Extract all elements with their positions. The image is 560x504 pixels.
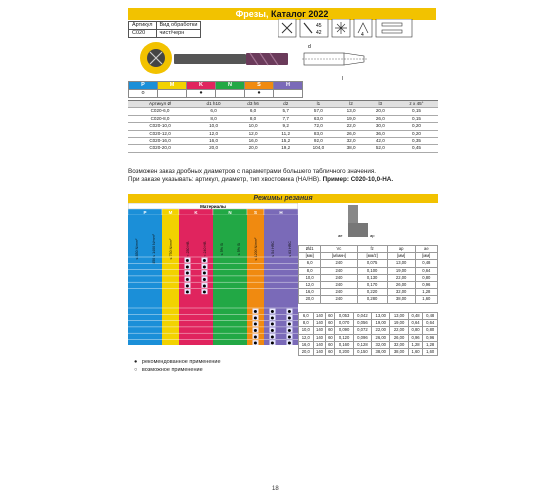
materials-grid-svg — [128, 203, 298, 345]
table-row — [299, 341, 438, 348]
group-label-N: N — [228, 209, 232, 215]
dims-cell: 52,0 — [366, 145, 395, 152]
cut-cell: 0,053 — [335, 313, 353, 320]
dims-cell: 0,20 — [395, 130, 438, 137]
dims-cell: C020-20,0 — [128, 145, 192, 152]
dims-cell: 12,0 — [192, 130, 235, 137]
dims-header: l3 — [366, 101, 395, 108]
article-col1-header: Артикул — [129, 22, 157, 30]
recommended-mark: ● — [185, 282, 190, 288]
group-label-P: P — [143, 209, 147, 215]
dims-cell: 11,2 — [271, 130, 300, 137]
recommended-mark: ● — [253, 327, 258, 333]
cut-col-header: ap — [387, 246, 415, 253]
cut-cell: 32,00 — [387, 289, 415, 296]
dims-cell: 26,0 — [366, 115, 395, 122]
cut-cell: 26,00 — [387, 282, 415, 289]
cut-cell: 140 — [313, 320, 326, 327]
dims-cell: C020-12,0 — [128, 130, 192, 137]
cut-cell: 20,0 — [299, 296, 321, 303]
dims-cell: 104,0 — [300, 145, 336, 152]
recommended-mark: ● — [270, 340, 275, 345]
cut-cell: 8,0 — [299, 267, 321, 274]
table-row — [299, 267, 438, 274]
dims-cell: 63,0 — [300, 115, 336, 122]
group-label-K: K — [194, 209, 198, 215]
cut-cell: 0,096 — [353, 334, 371, 341]
page-number: 18 — [272, 486, 279, 492]
dims-cell: 8,0 — [192, 115, 235, 122]
dims-cell: 83,0 — [300, 130, 336, 137]
recommended-mark: ● — [185, 263, 190, 269]
cut-cell: 19,00 — [387, 267, 415, 274]
cut-cell: 38,00 — [387, 296, 415, 303]
dims-cell: 5,7 — [271, 108, 300, 115]
dims-cell: 10,0 — [235, 123, 271, 130]
legend-item-possible — [134, 367, 203, 373]
dims-cell: 0,20 — [395, 123, 438, 130]
dims-cell: 22,0 — [336, 123, 365, 130]
dims-cell: C020-8,0 — [128, 115, 192, 122]
cut-cell: 140 — [313, 313, 326, 320]
header-title-black: Каталог 2022 — [270, 9, 329, 19]
article-col2-value: чист/черн — [156, 30, 201, 38]
material-label-S: S — [245, 82, 274, 90]
cut-cell: 32,00 — [372, 341, 390, 348]
dims-cell: 42,0 — [366, 138, 395, 145]
material-mark: o — [129, 90, 158, 98]
cut-cell: 22,00 — [372, 327, 390, 334]
recommended-mark: ● — [185, 289, 190, 295]
cut-cell: 0,80 — [423, 327, 438, 334]
cut-cell: 19,00 — [372, 320, 390, 327]
dims-cell: 19,0 — [336, 115, 365, 122]
svg-text:l: l — [342, 76, 344, 82]
material-mark — [216, 90, 245, 98]
dimensions-table — [128, 100, 438, 153]
note-line2-text: При заказе указывать: артикул, диаметр, тип хвостовика (HA/HB). — [128, 176, 321, 183]
cut-cell: 240 — [321, 267, 357, 274]
material-sub-label: ≤ 63 HRC — [288, 241, 292, 257]
tool-shank — [174, 54, 246, 64]
recommended-mark: ● — [287, 333, 292, 339]
table-row — [299, 282, 438, 289]
recommended-mark: ● — [202, 263, 207, 269]
dims-header: z x 45° — [395, 101, 438, 108]
cut-cell: 60 — [326, 313, 335, 320]
cut-cell: 0,48 — [408, 313, 423, 320]
cut-cell: 0,170 — [357, 282, 387, 289]
recommended-mark: ● — [202, 276, 207, 282]
dims-header: d3 h6 — [235, 101, 271, 108]
dims-cell: 9,2 — [271, 123, 300, 130]
dims-cell: 10,0 — [192, 123, 235, 130]
cut-cell: 0,64 — [415, 267, 437, 274]
dims-cell: 0,15 — [395, 115, 438, 122]
header-title-white: Фрезы, — [235, 9, 269, 19]
dims-cell: 0,35 — [395, 138, 438, 145]
table-row — [299, 289, 438, 296]
table-row — [128, 123, 438, 130]
cut-cell: 0,130 — [357, 274, 387, 281]
cut-cell: 32,00 — [390, 341, 408, 348]
svg-text:ap: ap — [370, 233, 375, 238]
note-line2 — [128, 176, 448, 184]
dims-cell: C020-6,0 — [128, 108, 192, 115]
flutes-text: 4 — [361, 32, 364, 38]
cut-cell: 0,200 — [335, 349, 353, 356]
cut-cell: 38,00 — [390, 349, 408, 356]
milling-diagram-svg — [298, 203, 438, 243]
cut-col-unit: [мм/z] — [357, 253, 387, 260]
material-mark: ● — [245, 90, 274, 98]
cut-cell: 16,0 — [299, 289, 321, 296]
material-sub-label: 850 ≤ 1400 N/mm² — [152, 234, 156, 264]
group-label-S: S — [253, 209, 258, 215]
recommended-mark: ● — [202, 282, 207, 288]
cut-cell: 16,0 — [299, 341, 314, 348]
dims-cell: C020-10,0 — [128, 123, 192, 130]
cut-col-unit: [мм] — [299, 253, 321, 260]
cut-cell: 1,28 — [408, 341, 423, 348]
tool-drawing — [132, 36, 372, 82]
cut-cell: 0,160 — [335, 341, 353, 348]
recommended-mark: ● — [185, 257, 190, 263]
dims-cell: 0,45 — [395, 145, 438, 152]
cut-cell: 1,28 — [415, 289, 437, 296]
cut-cell: 1,28 — [423, 341, 438, 348]
cut-cell: 1,60 — [415, 296, 437, 303]
cut-cell: 0,80 — [415, 274, 437, 281]
cut-cell: 0,64 — [408, 320, 423, 327]
recommended-mark: ● — [287, 308, 292, 314]
cut-cell: 60 — [326, 341, 335, 348]
dims-cell: 16,0 — [235, 138, 271, 145]
table-row — [299, 334, 438, 341]
cut-cell: 0,128 — [353, 341, 371, 348]
dims-cell: 20,0 — [366, 108, 395, 115]
cut-cell: 13,00 — [390, 313, 408, 320]
cutting-params-table — [298, 245, 438, 304]
angle1-text: 45 — [316, 23, 322, 29]
cut-cell: 0,100 — [357, 267, 387, 274]
cut-cell: 1,60 — [408, 349, 423, 356]
cut-cell: 240 — [321, 260, 357, 267]
dims-cell: 38,0 — [336, 145, 365, 152]
table-row — [128, 145, 438, 152]
material-column — [128, 215, 145, 345]
cut-cell: 22,00 — [387, 274, 415, 281]
group-label-M: M — [168, 209, 173, 215]
angle2-text: 42 — [316, 30, 322, 36]
cut-cell: 38,00 — [372, 349, 390, 356]
cut-cell: 26,00 — [390, 334, 408, 341]
material-sub-label: ≤ 850 N/mm² — [135, 238, 139, 260]
cut-cell: 0,056 — [353, 320, 371, 327]
end-mill-svg — [132, 36, 372, 82]
cut-cell: 0,280 — [357, 296, 387, 303]
article-col1-value: C020 — [129, 30, 157, 38]
table-row — [299, 320, 438, 327]
note-line1: Возможен заказ дробных диаметров с параметрами большего табличного значения. — [128, 168, 377, 175]
recommended-mark: ● — [270, 308, 275, 314]
table-row — [299, 260, 438, 267]
recommended-mark: ● — [287, 314, 292, 320]
materials-label: Материалы — [200, 203, 226, 209]
helix-angle-icon — [300, 19, 328, 37]
cut-cell: 12,0 — [299, 282, 321, 289]
dims-cell: 7,7 — [271, 115, 300, 122]
dims-cell: 0,15 — [395, 108, 438, 115]
cut-cell: 12,0 — [299, 334, 314, 341]
cut-cell: 0,64 — [423, 320, 438, 327]
dims-cell: 13,0 — [336, 108, 365, 115]
cut-cell: 240 — [321, 289, 357, 296]
material-sub-label: ≤ 54 HRC — [271, 241, 275, 257]
material-label-P: P — [129, 82, 158, 90]
cut-cell: 60 — [326, 334, 335, 341]
table-row — [299, 296, 438, 303]
legend-item-recommended — [134, 359, 221, 365]
table-row — [299, 274, 438, 281]
recommended-mark: ● — [253, 321, 258, 327]
table-row — [128, 138, 438, 145]
material-label-H: H — [274, 82, 303, 90]
dims-cell: 6,0 — [192, 108, 235, 115]
recommended-mark: ● — [253, 333, 258, 339]
dims-header: l1 — [300, 101, 336, 108]
material-sub-label: ≤ 5% Si — [237, 242, 241, 256]
legend-text-possible: возможное применение — [141, 367, 203, 373]
dims-header: d2 — [271, 101, 300, 108]
recommended-mark: ● — [287, 340, 292, 345]
dims-header: l2 — [336, 101, 365, 108]
material-column — [213, 215, 230, 345]
cutting-params-area — [298, 203, 438, 248]
dims-header: d1 h10 — [192, 101, 235, 108]
cut-cell: 0,120 — [335, 334, 353, 341]
cut-cell: 6,0 — [299, 260, 321, 267]
note-example: Пример: C020-10,0-HA. — [322, 176, 394, 183]
table-row — [299, 313, 438, 320]
cut-cell: 13,00 — [372, 313, 390, 320]
cut-col-header: Ød1 — [299, 246, 321, 253]
cut-cell: 140 — [313, 334, 326, 341]
material-mark — [274, 90, 303, 98]
cutting-modes-title: Режимы резания — [128, 194, 438, 203]
cut-cell: 6,0 — [299, 313, 314, 320]
dims-cell: 36,0 — [366, 130, 395, 137]
cut-col-unit: [мм] — [387, 253, 415, 260]
table-row — [128, 108, 438, 115]
material-mark: ● — [187, 90, 216, 98]
material-sub-label: < 240 HB — [203, 241, 207, 257]
dims-cell: 8,0 — [235, 115, 271, 122]
cut-cell: 26,00 — [372, 334, 390, 341]
cut-col-unit: [м/мин] — [321, 253, 357, 260]
cut-cell: 0,80 — [408, 327, 423, 334]
material-sub-label: ≤ 1200 N/mm² — [254, 237, 258, 261]
cut-cell: 0,220 — [357, 289, 387, 296]
cut-cell: 20,0 — [299, 349, 314, 356]
recommended-mark: ● — [202, 270, 207, 276]
cut-cell: 60 — [326, 327, 335, 334]
recommended-mark: ● — [185, 276, 190, 282]
dims-cell: C020-16,0 — [128, 138, 192, 145]
dims-cell: 19,2 — [271, 145, 300, 152]
cut-cell: 60 — [326, 320, 335, 327]
legend-mark-empty: ○ — [134, 367, 138, 373]
table-row — [299, 349, 438, 356]
recommended-mark: ● — [270, 333, 275, 339]
cut-cell: 10,0 — [299, 327, 314, 334]
dims-cell: 30,0 — [366, 123, 395, 130]
cut-cell: 0,96 — [408, 334, 423, 341]
tolerance-icon — [376, 19, 412, 37]
material-column — [162, 215, 179, 345]
recommended-mark: ● — [270, 321, 275, 327]
cut-cell: 240 — [321, 274, 357, 281]
recommended-mark: ● — [202, 289, 207, 295]
dims-cell: 32,0 — [336, 138, 365, 145]
dims-cell: 6,0 — [235, 108, 271, 115]
cut-cell: 0,075 — [357, 260, 387, 267]
cut-cell: 0,48 — [415, 260, 437, 267]
dims-cell: 16,0 — [192, 138, 235, 145]
article-col2-header: Вид обработки — [156, 22, 201, 30]
cut-cell: 22,00 — [390, 327, 408, 334]
dims-cell: 92,0 — [300, 138, 336, 145]
dims-cell: 20,0 — [235, 145, 271, 152]
dims-cell: 15,2 — [271, 138, 300, 145]
cut-cell: 140 — [313, 327, 326, 334]
cut-cell: 140 — [313, 341, 326, 348]
dims-cell: 26,0 — [336, 130, 365, 137]
dims-header: Артикул Ø — [128, 101, 192, 108]
legend-mark-filled: ● — [134, 359, 138, 365]
material-sub-label: ≤ 750 N/mm² — [169, 238, 173, 260]
recommended-mark: ● — [253, 314, 258, 320]
table-row — [128, 115, 438, 122]
cut-cell: 240 — [321, 282, 357, 289]
cut-cell: 13,00 — [387, 260, 415, 267]
material-label-M: M — [158, 82, 187, 90]
dims-cell: 12,0 — [235, 130, 271, 137]
material-sub-label: ≤ 5% Si — [220, 242, 224, 256]
cut-cell: 0,042 — [353, 313, 371, 320]
cut-cell: 140 — [313, 349, 326, 356]
material-column — [230, 215, 247, 345]
recommended-mark: ● — [253, 308, 258, 314]
cut-cell: 0,070 — [335, 320, 353, 327]
material-label-K: K — [187, 82, 216, 90]
cut-col-header: fz — [357, 246, 387, 253]
dims-cell: 57,0 — [300, 108, 336, 115]
dims-cell: 20,0 — [192, 145, 235, 152]
cut-cell: 0,96 — [415, 282, 437, 289]
cut-cell: 0,072 — [353, 327, 371, 334]
cut-cell: 8,0 — [299, 320, 314, 327]
recommended-mark: ● — [270, 327, 275, 333]
cut-col-unit: [мм] — [415, 253, 437, 260]
table-row — [128, 130, 438, 137]
recommended-mark: ● — [253, 340, 258, 345]
cut-cell: 19,00 — [390, 320, 408, 327]
cutting-params-table-2 — [298, 312, 438, 356]
recommended-mark: ● — [287, 327, 292, 333]
table-row — [299, 327, 438, 334]
cut-cell: 0,96 — [423, 334, 438, 341]
cut-cell: 60 — [326, 349, 335, 356]
recommended-mark: ● — [270, 314, 275, 320]
svg-text:d: d — [308, 44, 311, 50]
material-sub-label: < 250 HB — [186, 241, 190, 257]
dims-cell: 72,0 — [300, 123, 336, 130]
recommended-mark: ● — [185, 270, 190, 276]
group-label-H: H — [279, 209, 283, 215]
cut-cell: 0,48 — [423, 313, 438, 320]
cut-col-header: ae — [415, 246, 437, 253]
cut-cell: 1,60 — [423, 349, 438, 356]
legend-text-recommended: рекомендованное применение — [141, 359, 221, 365]
material-mark — [158, 90, 187, 98]
material-label-N: N — [216, 82, 245, 90]
recommended-mark: ● — [287, 321, 292, 327]
cut-cell: 0,150 — [353, 349, 371, 356]
cut-cell: 10,0 — [299, 274, 321, 281]
svg-text:ae: ae — [338, 233, 343, 238]
cut-col-header: Vc — [321, 246, 357, 253]
cut-cell: 240 — [321, 296, 357, 303]
cut-cell: 0,090 — [335, 327, 353, 334]
recommended-mark: ● — [202, 257, 207, 263]
materials-bar — [128, 81, 303, 98]
